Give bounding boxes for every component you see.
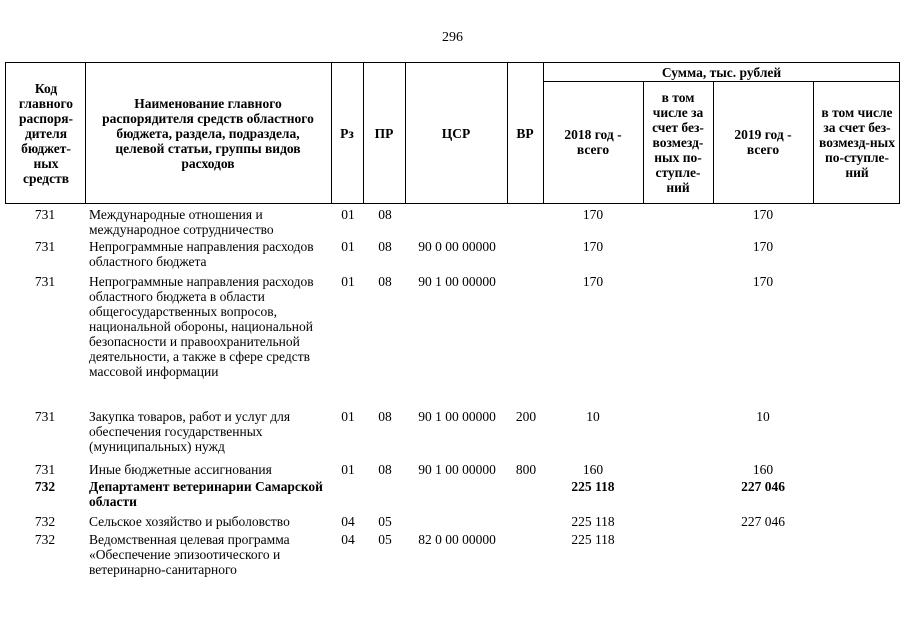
cell-rz: 01 <box>341 207 355 222</box>
table-row <box>5 207 900 239</box>
table-row <box>5 514 900 532</box>
cell-csr: 90 1 00 00000 <box>418 462 496 477</box>
cell-pr: 08 <box>378 207 392 222</box>
cell-2019: 227 046 <box>741 479 785 494</box>
cell-2019: 170 <box>752 274 774 289</box>
cell-2019: 170 <box>752 207 774 222</box>
col-name-header: Наименование главного распорядителя средств областного бюджета, раздела, подраздела, целевой статьи, группы видов расходов <box>102 95 314 171</box>
cell-csr: 90 1 00 00000 <box>418 409 496 424</box>
cell-pr: 05 <box>378 514 392 529</box>
col-vr-header: ВР <box>516 125 534 141</box>
cell-name: Иные бюджетные ассигнования <box>89 462 272 477</box>
cell-2019: 227 046 <box>741 514 785 529</box>
cell-2018: 225 118 <box>571 532 615 547</box>
cell-rz: 01 <box>341 462 355 477</box>
page-number: 296 <box>442 30 463 45</box>
cell-name: Международные отношения и международное сотрудничество <box>89 207 274 237</box>
cell-name: Сельское хозяйство и рыболовство <box>89 514 290 529</box>
cell-code: 731 <box>34 207 56 222</box>
table-row <box>5 409 900 462</box>
cell-rz: 01 <box>341 274 355 289</box>
cell-2018: 225 118 <box>571 479 615 494</box>
cell-csr: 90 0 00 00000 <box>418 239 496 254</box>
cell-2018: 225 118 <box>571 514 615 529</box>
cell-2019: 160 <box>752 462 774 477</box>
sum-header <box>543 63 900 82</box>
col-code-header: Код главного распоря-дителя бюджет-ных средств <box>18 80 74 186</box>
cell-pr: 08 <box>378 409 392 424</box>
cell-2018: 170 <box>582 274 604 289</box>
cell-name: Непрограммные направления расходов областного бюджета <box>89 239 314 269</box>
cell-rz: 01 <box>341 409 355 424</box>
cell-csr: 90 1 00 00000 <box>418 274 496 289</box>
col-rz-header: Рз <box>340 125 354 141</box>
cell-csr: 82 0 00 00000 <box>418 532 496 547</box>
col-csr-header: ЦСР <box>441 125 471 141</box>
table-row <box>5 462 900 479</box>
cell-code: 731 <box>34 409 56 424</box>
cell-2019: 170 <box>752 239 774 254</box>
cell-pr: 08 <box>378 239 392 254</box>
cell-code: 732 <box>34 532 56 547</box>
budget-table <box>5 62 900 582</box>
table-header <box>5 62 900 204</box>
cell-rz: 01 <box>341 239 355 254</box>
cell-name: Департамент ветеринарии Самарской области <box>89 479 323 509</box>
table-row <box>5 479 900 514</box>
cell-name: Закупка товаров, работ и услуг для обеспечения государственных (муниципальных) нужд <box>89 409 291 454</box>
cell-vr: 800 <box>515 462 537 477</box>
cell-pr: 05 <box>378 532 392 547</box>
table-row <box>5 274 900 409</box>
cell-pr: 08 <box>378 462 392 477</box>
table-row <box>5 532 900 582</box>
cell-code: 731 <box>34 274 56 289</box>
cell-code: 732 <box>34 514 56 529</box>
col-2019-header: 2019 год - всего <box>734 127 792 157</box>
cell-2019: 10 <box>756 409 770 424</box>
cell-pr: 08 <box>378 274 392 289</box>
col-2018-free-header: в том числе за счет без-возмезд-ных по-ступле-ний <box>652 89 704 195</box>
cell-2018: 170 <box>582 207 604 222</box>
sum-title: Сумма, тыс. рублей <box>661 64 782 80</box>
cell-2018: 160 <box>582 462 604 477</box>
cell-rz: 04 <box>341 532 355 547</box>
cell-2018: 10 <box>586 409 600 424</box>
cell-2018: 170 <box>582 239 604 254</box>
table-row <box>5 239 900 274</box>
cell-name: Ведомственная целевая программа «Обеспечение эпизоотического и ветеринарно-санитарного <box>89 532 290 577</box>
cell-name: Непрограммные направления расходов областного бюджета в области общегосударственных вопросов, национальной обороны, национальной безопасности и правоохранительной деятельности, а также в сфере средств массовой информации <box>89 274 314 379</box>
cell-code: 731 <box>34 239 56 254</box>
col-pr-header: ПР <box>374 125 394 141</box>
cell-rz: 04 <box>341 514 355 529</box>
cell-vr: 200 <box>515 409 537 424</box>
col-2018-header: 2018 год - всего <box>564 127 622 157</box>
col-2019-free-header: в том числе за счет без-возмезд-ных по-ступле-ний <box>819 104 895 180</box>
cell-code: 731 <box>34 462 56 477</box>
cell-code: 732 <box>34 479 56 494</box>
